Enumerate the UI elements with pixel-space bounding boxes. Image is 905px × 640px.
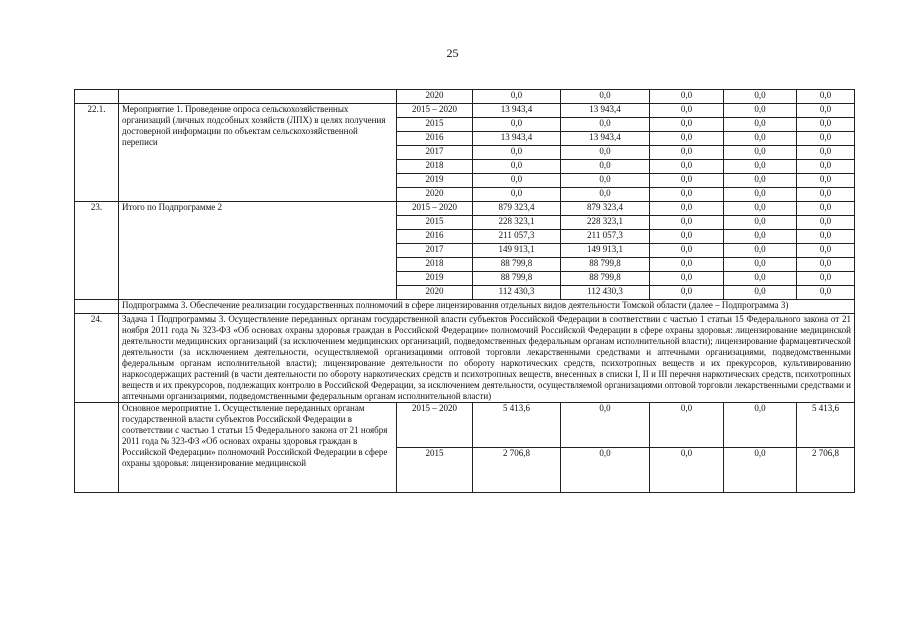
value-cell: 0,0 <box>561 403 650 448</box>
value-cell: 2 706,8 <box>797 448 855 493</box>
value-cell: 0,0 <box>561 188 650 202</box>
value-cell: 13 943,4 <box>473 104 561 118</box>
value-cell: 0,0 <box>561 90 650 104</box>
value-cell: 13 943,4 <box>473 132 561 146</box>
value-cell: 0,0 <box>724 216 797 230</box>
value-cell: 0,0 <box>797 188 855 202</box>
num-cell <box>75 300 119 314</box>
year-cell: 2018 <box>397 258 473 272</box>
value-cell: 0,0 <box>797 244 855 258</box>
item-number: 22.1. <box>75 104 119 202</box>
value-cell: 0,0 <box>724 104 797 118</box>
value-cell: 0,0 <box>797 258 855 272</box>
value-cell: 0,0 <box>650 244 724 258</box>
value-cell: 0,0 <box>724 258 797 272</box>
value-cell: 0,0 <box>650 160 724 174</box>
value-cell: 0,0 <box>797 174 855 188</box>
item-description: Итого по Подпрограмме 2 <box>119 202 397 300</box>
value-cell: 149 913,1 <box>473 244 561 258</box>
value-cell: 879 323,4 <box>561 202 650 216</box>
year-cell: 2015 – 2020 <box>397 104 473 118</box>
value-cell: 228 323,1 <box>473 216 561 230</box>
value-cell: 211 057,3 <box>473 230 561 244</box>
year-cell: 2019 <box>397 272 473 286</box>
table-row <box>75 403 855 448</box>
value-cell: 0,0 <box>650 104 724 118</box>
value-cell: 0,0 <box>797 286 855 300</box>
subprogram-heading: Подпрограмма 3. Обеспечение реализации государственных полномочий в сфере лицензирования отдельных видов деятельности Томской области (далее – Подпрограмма 3) <box>119 300 855 314</box>
value-cell: 88 799,8 <box>473 272 561 286</box>
value-cell: 0,0 <box>724 403 797 448</box>
value-cell: 0,0 <box>724 244 797 258</box>
value-cell: 0,0 <box>797 230 855 244</box>
year-cell: 2019 <box>397 174 473 188</box>
value-cell: 88 799,8 <box>561 272 650 286</box>
value-cell: 0,0 <box>724 188 797 202</box>
value-cell: 0,0 <box>724 272 797 286</box>
value-cell: 13 943,4 <box>561 132 650 146</box>
value-cell: 0,0 <box>797 216 855 230</box>
value-cell: 0,0 <box>724 160 797 174</box>
value-cell: 0,0 <box>797 160 855 174</box>
value-cell: 0,0 <box>650 230 724 244</box>
value-cell: 112 430,3 <box>473 286 561 300</box>
value-cell: 0,0 <box>561 146 650 160</box>
year-cell: 2020 <box>397 188 473 202</box>
table-row <box>75 202 855 216</box>
year-cell: 2015 – 2020 <box>397 202 473 216</box>
value-cell: 2 706,8 <box>473 448 561 493</box>
table-row <box>75 104 855 118</box>
value-cell: 0,0 <box>724 448 797 493</box>
value-cell: 0,0 <box>650 403 724 448</box>
value-cell: 0,0 <box>561 118 650 132</box>
table-row <box>75 314 855 403</box>
value-cell: 0,0 <box>797 132 855 146</box>
table-row <box>75 300 855 314</box>
value-cell: 0,0 <box>650 118 724 132</box>
description-cell <box>119 90 397 104</box>
value-cell: 228 323,1 <box>561 216 650 230</box>
value-cell: 0,0 <box>797 104 855 118</box>
value-cell: 88 799,8 <box>473 258 561 272</box>
value-cell: 0,0 <box>650 174 724 188</box>
value-cell: 0,0 <box>650 202 724 216</box>
task-description: Задача 1 Подпрограммы 3. Осуществление переданных органам государственной власти субъектов Российской Федерации в соответствии с частью 1 статьи 15 Федерального закона от 21 ноября 2011 года № 323-ФЗ «Об основах охраны здоровья граждан в Российской Федерации» полномочий Российской Федерации в сфере охраны здоровья: лицензирование медицинской деятельности медицинских организаций (за исключением медицинских организаций, подведомственных федеральным органам исполнительной власти); лицензирование фармацевтической деятельности (за исключением деятельности, осуществляемой организациями оптовой торговли лекарственными средствами и аптечными организациями, подведомственными федеральным органам исполнительной власти); лицензирование деятельности по обороту наркотических средств, психотропных веществ и их прекурсоров, культивированию наркосодержащих растений (в части деятельности по обороту наркотических средств и психотропных веществ, внесенных в списки I, II и III перечня наркотических средств, психотропных веществ и их прекурсоров, подлежащих контролю в Российской Федерации, за исключением деятельности, осуществляемой организациями оптовой торговли лекарственными средствами и аптечными организациями, подведомственными федеральным органам исполнительной власти) <box>119 314 855 403</box>
value-cell: 0,0 <box>561 174 650 188</box>
value-cell: 0,0 <box>473 188 561 202</box>
value-cell: 13 943,4 <box>561 104 650 118</box>
year-cell: 2016 <box>397 132 473 146</box>
value-cell: 0,0 <box>473 146 561 160</box>
num-cell <box>75 90 119 104</box>
value-cell: 0,0 <box>797 118 855 132</box>
value-cell: 5 413,6 <box>797 403 855 448</box>
value-cell: 0,0 <box>724 202 797 216</box>
value-cell: 0,0 <box>650 90 724 104</box>
value-cell: 0,0 <box>724 230 797 244</box>
value-cell: 0,0 <box>650 146 724 160</box>
value-cell: 0,0 <box>724 146 797 160</box>
item-number: 24. <box>75 314 119 403</box>
value-cell: 149 913,1 <box>561 244 650 258</box>
value-cell: 879 323,4 <box>473 202 561 216</box>
item-description: Мероприятие 1. Проведение опроса сельскохозяйственных организаций (личных подсобных хозяйств (ЛПХ) в целях получения достоверной информации по объектам сельскохозяйственной переписи <box>119 104 397 202</box>
value-cell: 0,0 <box>561 160 650 174</box>
table-row <box>75 90 855 104</box>
value-cell: 0,0 <box>797 202 855 216</box>
value-cell: 0,0 <box>473 160 561 174</box>
year-cell: 2015 <box>397 118 473 132</box>
value-cell: 0,0 <box>650 216 724 230</box>
num-cell <box>75 403 119 493</box>
value-cell: 0,0 <box>724 118 797 132</box>
value-cell: 0,0 <box>650 448 724 493</box>
value-cell: 0,0 <box>650 188 724 202</box>
measure-description: Основное мероприятие 1. Осуществление переданных органам государственной власти субъектов Российской Федерации в соответствии с частью 1 статьи 15 Федерального закона от 21 ноября 2011 года № 323-ФЗ «Об основах охраны здоровья граждан в Российской Федерации» полномочий Российской Федерации в сфере охраны здоровья: лицензирование медицинской <box>119 403 397 493</box>
year-cell: 2015 <box>397 216 473 230</box>
value-cell: 0,0 <box>473 118 561 132</box>
value-cell: 0,0 <box>473 90 561 104</box>
page-number: 25 <box>446 46 459 60</box>
year-cell: 2015 <box>397 448 473 493</box>
value-cell: 0,0 <box>561 448 650 493</box>
year-cell: 2017 <box>397 146 473 160</box>
value-cell: 0,0 <box>650 132 724 146</box>
value-cell: 88 799,8 <box>561 258 650 272</box>
value-cell: 112 430,3 <box>561 286 650 300</box>
value-cell: 0,0 <box>724 286 797 300</box>
value-cell: 0,0 <box>797 272 855 286</box>
value-cell: 5 413,6 <box>473 403 561 448</box>
value-cell: 211 057,3 <box>561 230 650 244</box>
year-cell: 2020 <box>397 286 473 300</box>
year-cell: 2015 – 2020 <box>397 403 473 448</box>
value-cell: 0,0 <box>797 90 855 104</box>
value-cell: 0,0 <box>650 258 724 272</box>
year-cell: 2018 <box>397 160 473 174</box>
value-cell: 0,0 <box>473 174 561 188</box>
value-cell: 0,0 <box>650 286 724 300</box>
budget-table <box>74 89 855 493</box>
value-cell: 0,0 <box>724 174 797 188</box>
value-cell: 0,0 <box>724 90 797 104</box>
value-cell: 0,0 <box>797 146 855 160</box>
item-number: 23. <box>75 202 119 300</box>
year-cell: 2017 <box>397 244 473 258</box>
year-cell: 2016 <box>397 230 473 244</box>
value-cell: 0,0 <box>724 132 797 146</box>
year-cell: 2020 <box>397 90 473 104</box>
value-cell: 0,0 <box>650 272 724 286</box>
